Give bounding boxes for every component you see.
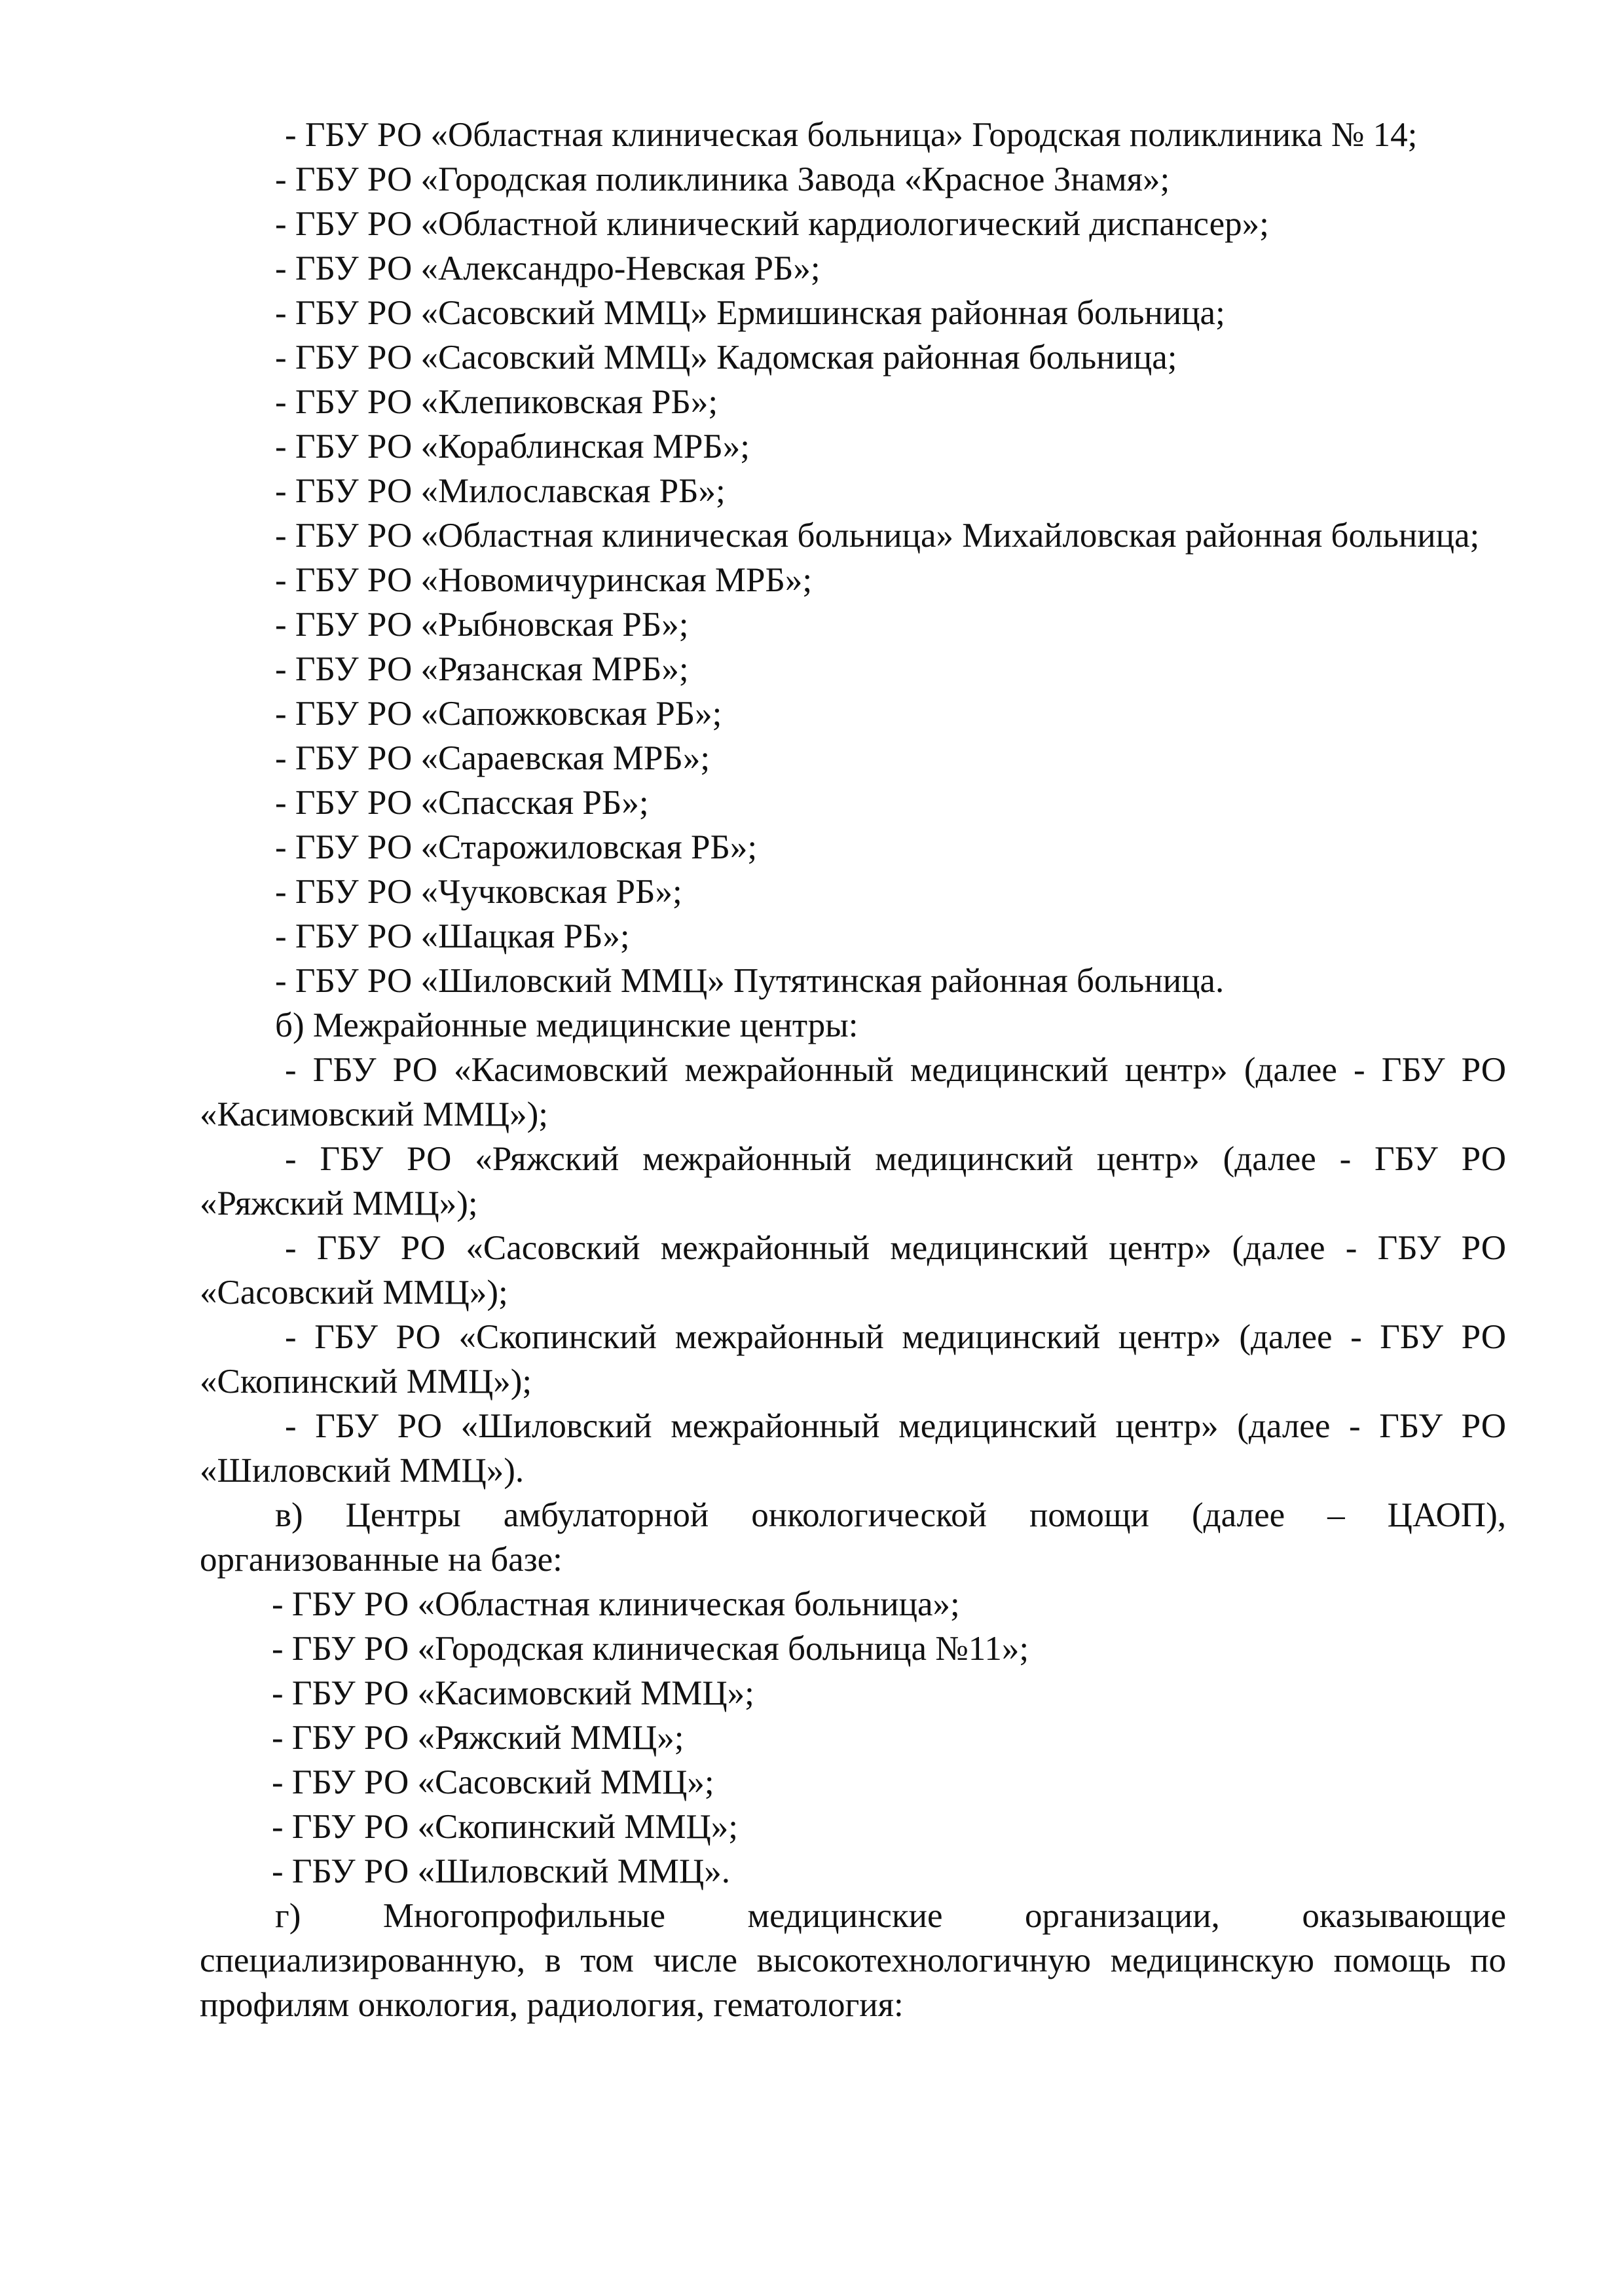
list-item: - ГБУ РО «Шиловский ММЦ» Путятинская районная больница. bbox=[275, 962, 1225, 1000]
list-item: - ГБУ РО «Областная клиническая больница»; bbox=[272, 1585, 960, 1623]
list-item: - ГБУ РО «Городская клиническая больница №11»; bbox=[272, 1630, 1029, 1668]
list-item: - ГБУ РО «Сапожковская РБ»; bbox=[275, 695, 722, 733]
list-item: - ГБУ РО «Новомичуринская МРБ»; bbox=[275, 561, 813, 599]
list-item: - ГБУ РО «Областной клинический кардиологический диспансер»; bbox=[275, 205, 1269, 243]
list-item: - ГБУ РО «Ряжский межрайонный медицинский центр» (далее - ГБУ РО «Ряжский ММЦ»); bbox=[200, 1140, 1506, 1222]
list-item: - ГБУ РО «Сасовский ММЦ» Ермишинская районная больница; bbox=[275, 294, 1225, 332]
list-item: - ГБУ РО «Старожиловская РБ»; bbox=[275, 828, 758, 866]
list-item-gp14: - ГБУ РО «Областная клиническая больница» Городская поликлиника № 14; bbox=[285, 116, 1418, 154]
list-item: - ГБУ РО «Касимовский ММЦ»; bbox=[272, 1674, 754, 1712]
list-item: - ГБУ РО «Кораблинская МРБ»; bbox=[275, 428, 750, 466]
list-item: - ГБУ РО «Скопинский ММЦ»; bbox=[272, 1808, 739, 1846]
list-item: - ГБУ РО «Рыбновская РБ»; bbox=[275, 606, 689, 644]
list-item: - ГБУ РО «Александро-Невская РБ»; bbox=[275, 249, 821, 287]
list-item: - ГБУ РО «Городская поликлиника Завода «Красное Знамя»; bbox=[275, 160, 1170, 198]
list-item: - ГБУ РО «Шиловский межрайонный медицинский центр» (далее - ГБУ РО «Шиловский ММЦ»). bbox=[200, 1407, 1506, 1490]
list-item: - ГБУ РО «Чучковская РБ»; bbox=[275, 873, 682, 911]
list-item-mikhaylovskaya: - ГБУ РО «Областная клиническая больница» Михайловская районная больница; bbox=[275, 517, 1480, 555]
list-item: - ГБУ РО «Клепиковская РБ»; bbox=[275, 383, 718, 421]
list-item: - ГБУ РО «Рязанская МРБ»; bbox=[275, 650, 689, 688]
list-item: - ГБУ РО «Ряжский ММЦ»; bbox=[272, 1719, 684, 1757]
list-item: - ГБУ РО «Скопинский межрайонный медицинский центр» (далее - ГБУ РО «Скопинский ММЦ»); bbox=[200, 1318, 1506, 1401]
section-b-heading: б) Межрайонные медицинские центры: bbox=[275, 1006, 858, 1044]
list-item: - ГБУ РО «Шиловский ММЦ». bbox=[272, 1852, 731, 1890]
section-v-heading: в) Центры амбулаторной онкологической помощи (далее – ЦАОП), организованные на базе: bbox=[200, 1496, 1506, 1579]
list-item: - ГБУ РО «Спасская РБ»; bbox=[275, 784, 649, 822]
list-item: - ГБУ РО «Шацкая РБ»; bbox=[275, 917, 630, 955]
list-item: - ГБУ РО «Сасовский ММЦ»; bbox=[272, 1763, 714, 1801]
list-item: - ГБУ РО «Сасовский межрайонный медицинский центр» (далее - ГБУ РО «Сасовский ММЦ»); bbox=[200, 1229, 1506, 1312]
list-item: - ГБУ РО «Сараевская МРБ»; bbox=[275, 739, 710, 777]
section-g-heading: г) Многопрофильные медицинские организации, оказывающие специализированную, в том числе высокотехнологичную медицинскую помощь по профилям онкология, радиология, гематология: bbox=[200, 1897, 1506, 2024]
list-item: - ГБУ РО «Милославская РБ»; bbox=[275, 472, 726, 510]
list-item: - ГБУ РО «Касимовский межрайонный медицинский центр» (далее - ГБУ РО «Касимовский ММЦ»); bbox=[200, 1051, 1506, 1133]
document-body bbox=[200, 113, 1506, 2027]
list-item: - ГБУ РО «Сасовский ММЦ» Кадомская районная больница; bbox=[275, 339, 1177, 376]
